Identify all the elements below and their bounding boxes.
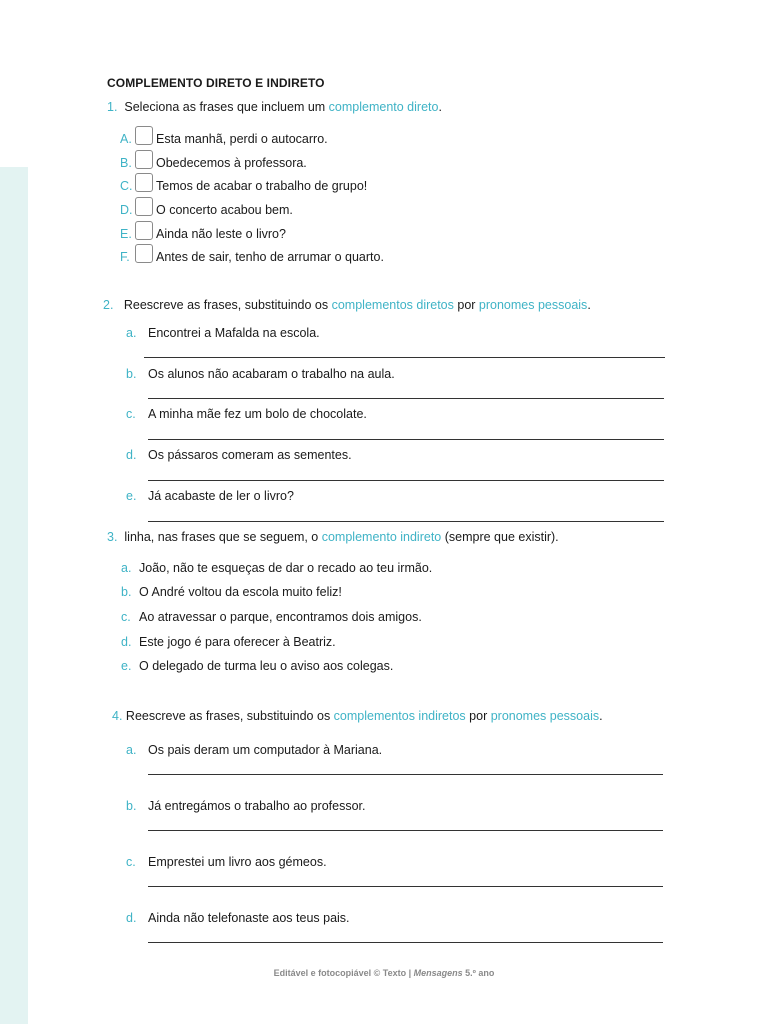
- q1-option-checkbox[interactable]: [135, 126, 153, 145]
- q3-text-pre: linha, nas frases que se seguem, o: [124, 530, 322, 544]
- q1-option-text: Temos de acabar o trabalho de grupo!: [156, 179, 368, 193]
- q1-option-checkbox[interactable]: [135, 173, 153, 192]
- side-band: [0, 167, 28, 1024]
- worksheet-title: COMPLEMENTO DIRETO E INDIRETO: [107, 76, 325, 90]
- footer-text-pre: Editável e fotocopiável © Texto |: [273, 968, 414, 978]
- q1-highlight: complemento direto: [328, 100, 439, 114]
- page-footer: [0, 968, 768, 978]
- q4-item-letter: b.: [126, 799, 137, 813]
- q3-item-text: Ao atravessar o parque, encontramos dois amigos.: [139, 610, 422, 624]
- q1-option-letter: B.: [120, 156, 132, 170]
- q3-text-post: (sempre que existir).: [441, 530, 559, 544]
- q4-text-pre: Reescreve as frases, substituindo os: [125, 709, 334, 723]
- q1-option-letter: E.: [120, 227, 132, 241]
- q4-item-text: Emprestei um livro aos gémeos.: [148, 855, 327, 869]
- q2-item-text: Já acabaste de ler o livro?: [148, 489, 294, 503]
- q3-item-letter: d.: [121, 635, 132, 649]
- q3-item-text: O André voltou da escola muito feliz!: [139, 585, 342, 599]
- q1-option-checkbox[interactable]: [135, 197, 153, 216]
- q2-item-letter: e.: [126, 489, 137, 503]
- q2-text-post: .: [587, 298, 591, 312]
- q1-text-pre: Seleciona as frases que incluem um: [124, 100, 329, 114]
- q2-text-pre: Reescreve as frases, substituindo os: [123, 298, 332, 312]
- q2-item-letter: c.: [126, 407, 136, 421]
- q2-item-letter: a.: [126, 326, 137, 340]
- q3-item-letter: e.: [121, 659, 132, 673]
- q1-option-letter: C.: [120, 179, 133, 193]
- q3-highlight: complemento indireto: [321, 530, 442, 544]
- q3-item-letter: a.: [121, 561, 132, 575]
- footer-book-title: Mensagens: [413, 968, 463, 978]
- q2-item-text: Encontrei a Mafalda na escola.: [148, 326, 320, 340]
- q4-number: 4.: [112, 709, 123, 723]
- q1-option-text: Antes de sair, tenho de arrumar o quarto.: [156, 250, 384, 264]
- q1-option-checkbox[interactable]: [135, 221, 153, 240]
- answer-line[interactable]: [148, 439, 664, 440]
- q2-text-mid: por: [453, 298, 479, 312]
- q2-heading: [103, 298, 591, 312]
- q3-number: 3.: [107, 530, 118, 544]
- q4-item-letter: a.: [126, 743, 137, 757]
- answer-line[interactable]: [148, 521, 664, 522]
- q4-item-letter: d.: [126, 911, 137, 925]
- q4-text-mid: por: [465, 709, 491, 723]
- q4-item-text: Os pais deram um computador à Mariana.: [148, 743, 383, 757]
- q2-item-letter: d.: [126, 448, 137, 462]
- footer-text-post: 5.º ano: [462, 968, 495, 978]
- q1-option-text: Ainda não leste o livro?: [156, 227, 286, 241]
- q2-number: 2.: [103, 298, 114, 312]
- q1-option-checkbox[interactable]: [135, 150, 153, 169]
- q1-option-text: Obedecemos à professora.: [156, 156, 307, 170]
- q3-item-text: O delegado de turma leu o aviso aos colegas.: [139, 659, 394, 673]
- q4-item-letter: c.: [126, 855, 136, 869]
- q1-number: 1.: [107, 100, 118, 114]
- answer-line[interactable]: [148, 830, 663, 831]
- q3-item-letter: b.: [121, 585, 132, 599]
- q1-text-post: .: [438, 100, 442, 114]
- q2-item-text: Os pássaros comeram as sementes.: [148, 448, 352, 462]
- q2-highlight-1: complementos diretos: [331, 298, 454, 312]
- q1-option-letter: A.: [120, 132, 132, 146]
- q1-option-text: O concerto acabou bem.: [156, 203, 293, 217]
- answer-line[interactable]: [144, 357, 665, 358]
- q2-item-letter: b.: [126, 367, 137, 381]
- q1-option-text: Esta manhã, perdi o autocarro.: [156, 132, 328, 146]
- q2-item-text: A minha mãe fez um bolo de chocolate.: [148, 407, 367, 421]
- answer-line[interactable]: [148, 886, 663, 887]
- answer-line[interactable]: [148, 398, 664, 399]
- q4-item-text: Já entregámos o trabalho ao professor.: [148, 799, 366, 813]
- q3-heading: [107, 530, 559, 544]
- q2-highlight-2: pronomes pessoais: [478, 298, 588, 312]
- q4-highlight-1: complementos indiretos: [333, 709, 466, 723]
- q4-item-text: Ainda não telefonaste aos teus pais.: [148, 911, 350, 925]
- q2-item-text: Os alunos não acabaram o trabalho na aula.: [148, 367, 395, 381]
- q3-item-letter: c.: [121, 610, 131, 624]
- answer-line[interactable]: [148, 774, 663, 775]
- answer-line[interactable]: [148, 480, 664, 481]
- q3-item-text: João, não te esqueças de dar o recado ao teu irmão.: [139, 561, 433, 575]
- answer-line[interactable]: [148, 942, 663, 943]
- q4-highlight-2: pronomes pessoais: [490, 709, 600, 723]
- q1-option-letter: D.: [120, 203, 133, 217]
- q3-item-text: Este jogo é para oferecer à Beatriz.: [139, 635, 336, 649]
- q1-option-letter: F.: [120, 250, 130, 264]
- q4-heading: [112, 709, 603, 723]
- q1-heading: [107, 100, 442, 114]
- q4-text-post: .: [599, 709, 603, 723]
- q1-option-checkbox[interactable]: [135, 244, 153, 263]
